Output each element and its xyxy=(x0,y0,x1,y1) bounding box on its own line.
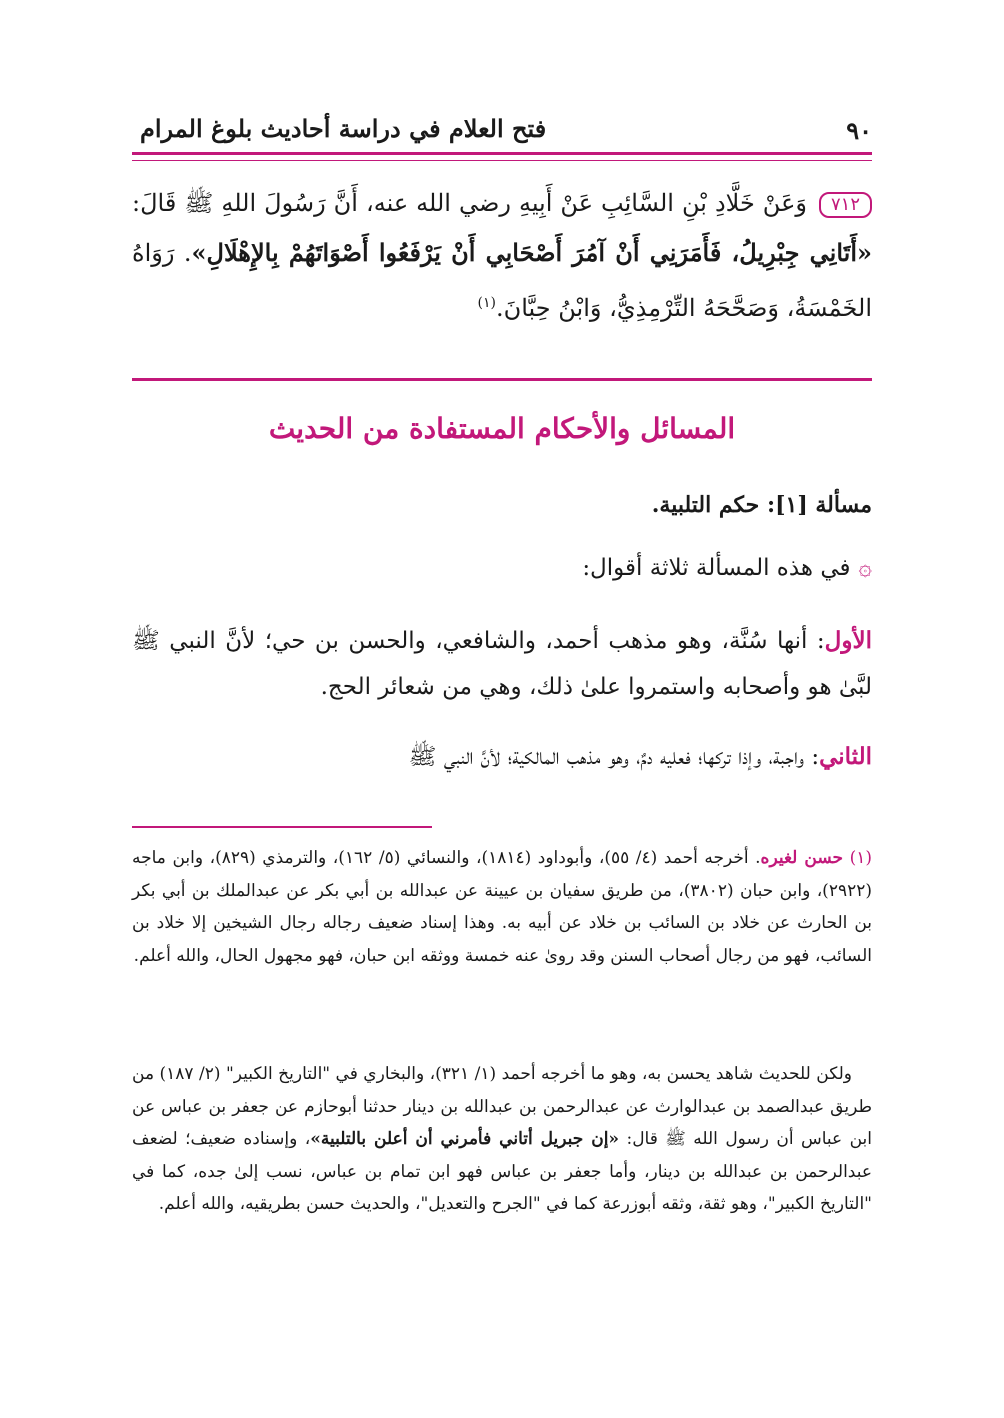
opinion-text: : أنها سُنَّة، وهو مذهب أحمد، والشافعي، والحسن بن حي؛ لأنَّ النبي ﷺ لبَّىٰ هو وأصحابه واستمروا علىٰ ذلك، وهي من شعائر الحج. xyxy=(132,628,872,700)
opinion-text: : واجبة، وإذا تركها؛ فعليه دمٌ، وهو مذهب المالكية؛ لأنَّ النبي ﷺ xyxy=(408,744,820,770)
book-title: فتح العلام في دراسة أحاديث بلوغ المرام xyxy=(140,114,547,143)
header-rule-thin xyxy=(132,160,872,161)
hadith-quote: «أَتَانِي جِبْرِيلُ، فَأَمَرَنِي أَنْ آمُرَ أَصْحَابِي أَنْ يَرْفَعُوا أَصْوَاتَهُمْ بِالإِهْلَالِ» xyxy=(191,238,872,267)
footnote-text: ولكن للحديث شاهد يحسن به، وهو ما أخرجه أحمد (١/ ٣٢١)، والبخاري في "التاريخ الكبير" (٢/ ١٨٧) من طريق عبدالصمد بن عبدالوارث عن عبدالرحمن بن عبدالله بن دينار حدثنا أبوحازم عن جعفر بن عباس عن ابن عباس أن رسول الله ﷺ قال: xyxy=(132,1064,872,1150)
section-divider xyxy=(132,378,872,381)
footnote-grading: حسن لغيره xyxy=(760,848,844,868)
opinion-second xyxy=(132,734,872,780)
flower-ornament-icon: ۞ xyxy=(858,555,872,581)
footnote-1-continued xyxy=(132,1058,872,1221)
issue-heading xyxy=(652,492,872,518)
page-number: ٩٠ xyxy=(846,116,872,145)
hadith-text-after: . رَوَاهُ الخَمْسَةُ، وَصَحَّحَهُ التِّرْمِذِيُّ، وَابْنُ حِبَّانَ. xyxy=(132,239,872,322)
hadith-text-before: وَعَنْ خَلَّادِ بْنِ السَّائِبِ عَنْ أَبِيهِ رضي الله عنه، أَنَّ رَسُولَ اللهِ ﷺ قَالَ: xyxy=(132,189,807,217)
intro-text: في هذه المسألة ثلاثة أقوال: xyxy=(582,555,851,581)
footnote-quote: «إن جبريل أتاني فأمرني أن أعلن بالتلبية» xyxy=(310,1129,620,1150)
opinion-first xyxy=(132,618,872,710)
issue-label: مسألة [١]: xyxy=(766,492,872,518)
section-heading: المسائل والأحكام المستفادة من الحديث xyxy=(268,412,736,445)
opinion-label: الثاني xyxy=(819,743,872,770)
hadith-number-badge: ٧١٢ xyxy=(819,192,872,218)
footnote-separator xyxy=(132,826,432,828)
intro-line xyxy=(582,555,872,581)
running-header xyxy=(132,112,872,152)
footnote-number: (١) xyxy=(849,848,872,868)
footnote-reference[interactable]: (١) xyxy=(477,295,496,311)
opinion-label: الأول xyxy=(824,627,872,654)
footnote-1 xyxy=(132,842,872,972)
book-page xyxy=(132,0,872,1418)
header-rule-thick xyxy=(132,152,872,155)
footnote-text: ، وإسناده ضعيف؛ لضعف عبدالرحمن بن عبدالله بن دينار، وأما جعفر بن عباس فهو ابن تمام بن عباس، نسب إلىٰ جده، كما في "التاريخ الكبير"، وهو ثقة، وثقه أبوزرعة كما في "الجرح والتعديل"، والحديث حسن بطريقيه، والله أعلم. xyxy=(132,1129,872,1215)
issue-title: حكم التلبية. xyxy=(651,492,760,518)
hadith-text xyxy=(132,178,872,333)
footnote-text: . أخرجه أحمد (٤/ ٥٥)، وأبوداود (١٨١٤)، والنسائي (٥/ ١٦٢)، والترمذي (٨٢٩)، وابن ماجه (٢٩٢٢)، وابن حبان (٣٨٠٢)، من طريق سفيان بن عيينة عن عبدالله بن أبي بكر عن عبدالملك بن أبي بكر بن الحارث عن خلاد بن السائب بن خلاد عن أبيه به. وهذا إسناد ضعيف رجاله رجال الشيخين إلا خلاد بن السائب، فهو من رجال أصحاب السنن وقد روىٰ عنه خمسة ووثقه ابن حبان، فهو مجهول الحال، والله أعلم. xyxy=(132,848,872,966)
